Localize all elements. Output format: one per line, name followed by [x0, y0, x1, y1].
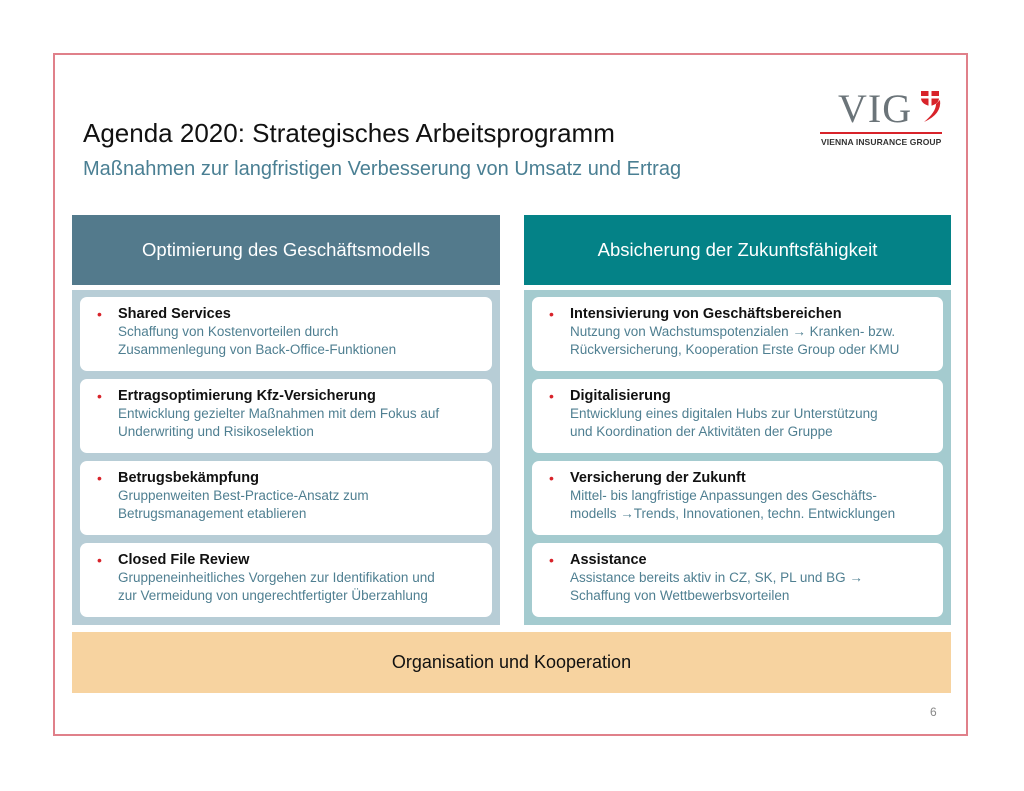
item-desc-line: Gruppeneinheitliches Vorgehen zur Identifikation und: [118, 570, 435, 585]
item-title: Digitalisierung: [570, 388, 671, 404]
bullet-icon: •: [97, 470, 102, 486]
item-title: Betrugsbekämpfung: [118, 470, 259, 486]
bullet-icon: •: [97, 306, 102, 322]
bullet-icon: •: [97, 388, 102, 404]
item-title: Closed File Review: [118, 552, 250, 568]
item-desc-line: Nutzung von Wachstumspotenzialen → Kranken- bzw.: [570, 324, 896, 339]
bullet-icon: •: [97, 552, 102, 568]
item-desc-line: Entwicklung gezielter Maßnahmen mit dem Fokus auf: [118, 406, 440, 421]
item-desc-line: Zusammenlegung von Back-Office-Funktionen: [118, 342, 397, 357]
item-desc-line: Betrugsmanagement etablieren: [118, 506, 307, 521]
item-desc-line: Mittel- bis langfristige Anpassungen des Geschäfts-: [570, 488, 877, 503]
item-title: Intensivierung von Geschäftsbereichen: [570, 306, 842, 322]
item-desc-line: Assistance bereits aktiv in CZ, SK, PL und BG →: [570, 570, 863, 585]
page-number: 6: [930, 705, 937, 719]
item-card: [80, 379, 492, 453]
bullet-icon: •: [549, 552, 554, 568]
item-desc-line: zur Vermeidung von ungerechtfertigter Überzahlung: [118, 588, 428, 603]
item-desc-line: Schaffung von Kostenvorteilen durch: [118, 324, 339, 339]
panel-zukunftsfaehigkeit: [524, 290, 951, 625]
item-title: Assistance: [570, 552, 647, 568]
item-card: [532, 543, 943, 617]
item-title: Shared Services: [118, 306, 231, 322]
logo-rule: [820, 132, 942, 134]
item-card: [532, 379, 943, 453]
bullet-icon: •: [549, 306, 554, 322]
item-desc-line: Underwriting und Risikoselektion: [118, 424, 314, 439]
item-desc-line: Rückversicherung, Kooperation Erste Group oder KMU: [570, 342, 900, 357]
item-title: Versicherung der Zukunft: [570, 470, 746, 486]
item-desc-line: modells →Trends, Innovationen, techn. Entwicklungen: [570, 506, 896, 521]
item-card: [80, 461, 492, 535]
column-header-zukunftsfaehigkeit: Absicherung der Zukunftsfähigkeit: [524, 215, 951, 285]
shield-icon: [920, 90, 942, 129]
item-card: [80, 543, 492, 617]
bullet-icon: •: [549, 470, 554, 486]
logo-tagline: VIENNA INSURANCE GROUP: [821, 137, 942, 147]
item-desc-line: und Koordination der Aktivitäten der Gruppe: [570, 424, 833, 439]
item-card: [80, 297, 492, 371]
slide-title: Agenda 2020: Strategisches Arbeitsprogramm: [83, 118, 615, 148]
item-card: [532, 461, 943, 535]
bullet-icon: •: [549, 388, 554, 404]
column-header-geschaeftsmodell: Optimierung des Geschäftsmodells: [72, 215, 500, 285]
panel-geschaeftsmodell: [72, 290, 500, 625]
item-title: Ertragsoptimierung Kfz-Versicherung: [118, 388, 376, 404]
item-desc-line: Gruppenweiten Best-Practice-Ansatz zum: [118, 488, 369, 503]
item-desc-line: Schaffung von Wettbewerbsvorteilen: [570, 588, 790, 603]
item-card: [532, 297, 943, 371]
organisation-bar: Organisation und Kooperation: [72, 632, 951, 693]
logo-wordmark: VIG: [838, 86, 913, 131]
vig-logo: [820, 88, 944, 150]
slide-subtitle: Maßnahmen zur langfristigen Verbesserung von Umsatz und Ertrag: [83, 158, 682, 180]
item-desc-line: Entwicklung eines digitalen Hubs zur Unterstützung: [570, 406, 878, 421]
